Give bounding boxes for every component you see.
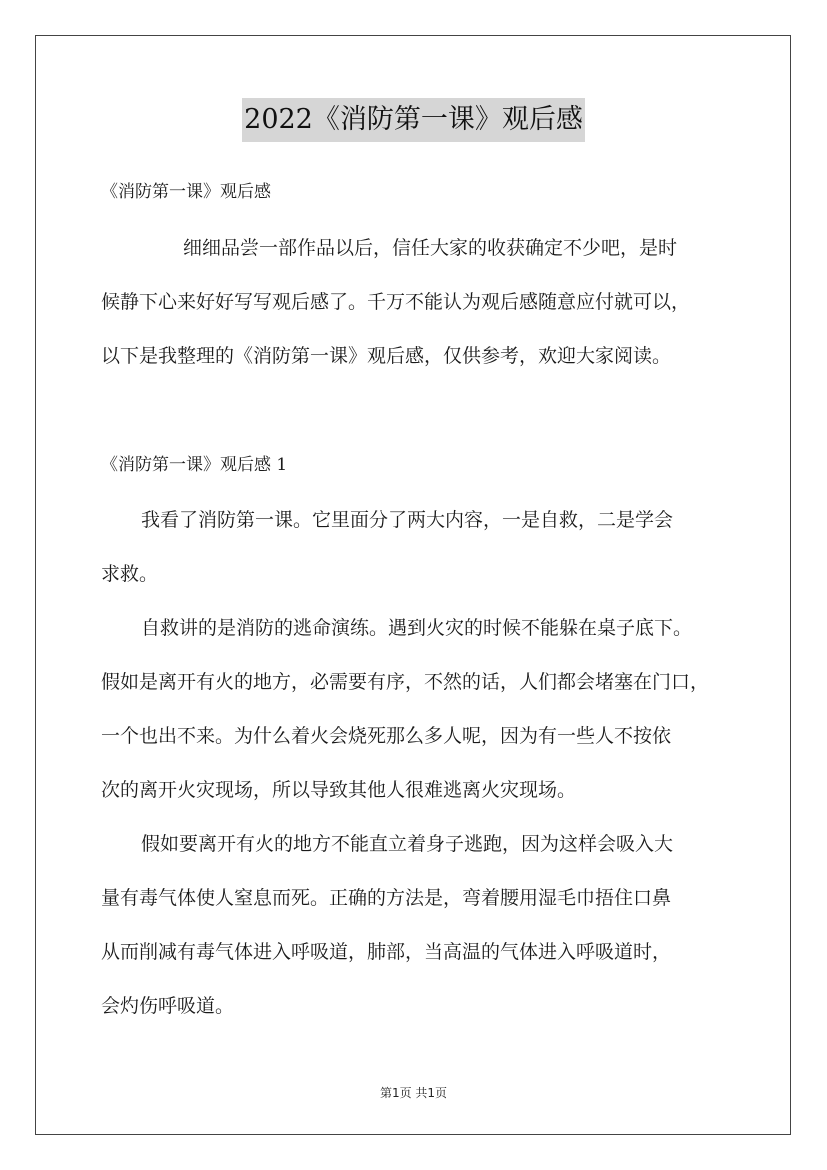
intro-line-1: 细细品尝一部作品以后，信任大家的收获确定不少吧，是时 [183, 237, 678, 259]
paragraph-3-line-1: 假如要离开有火的地方不能直立着身子逃跑，因为这样会吸入大 [141, 833, 674, 855]
section-heading: 《消防第一课》观后感 1 [101, 455, 288, 475]
subtitle: 《消防第一课》观后感 [101, 182, 271, 202]
document-title: 2022《消防第一课》观后感 [242, 98, 585, 142]
title-wrap [0, 98, 827, 142]
page-footer: 第1页 共1页 [379, 1086, 448, 1100]
paragraph-1-line-2: 求救。 [101, 563, 159, 585]
intro-line-2: 候静下心来好好写写观后感了。千万不能认为观后感随意应付就可以， [101, 291, 691, 313]
paragraph-2-line-2: 假如是离开有火的地方，必需要有序，不然的话，人们都会堵塞在门口， [101, 671, 710, 693]
paragraph-3-line-4: 会灼伤呼吸道。 [101, 995, 235, 1017]
intro-line-3: 以下是我整理的《消防第一课》观后感，仅供参考，欢迎大家阅读。 [101, 345, 672, 367]
paragraph-2-line-1: 自救讲的是消防的逃命演练。遇到火灾的时候不能躲在桌子底下。 [141, 617, 693, 639]
paragraph-3-line-3: 从而削减有毒气体进入呼吸道，肺部，当高温的气体进入呼吸道时， [101, 941, 672, 963]
paragraph-1-line-1: 我看了消防第一课。它里面分了两大内容，一是自救，二是学会 [141, 509, 674, 531]
paragraph-2-line-3: 一个也出不来。为什么着火会烧死那么多人呢，因为有一些人不按依 [101, 725, 672, 747]
paragraph-3-line-2: 量有毒气体使人窒息而死。正确的方法是，弯着腰用湿毛巾捂住口鼻 [101, 887, 672, 909]
paragraph-2-line-4: 次的离开火灾现场，所以导致其他人很难逃离火灾现场。 [101, 779, 577, 801]
